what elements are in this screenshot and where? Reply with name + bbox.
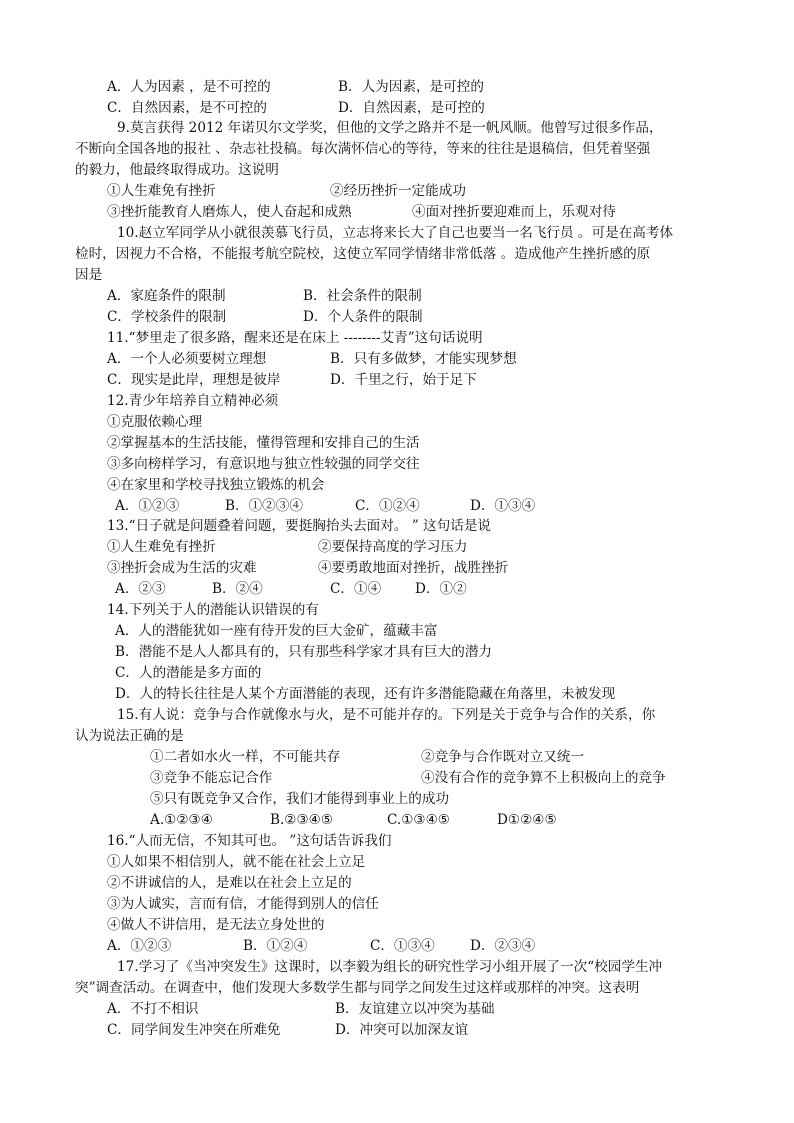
text-line: C．人的潜能是多方面的 [115,665,262,681]
option-text: C．①③④ [370,938,435,954]
option-text: A．家庭条件的限制 [107,288,226,304]
option-text: D．自然因素，是可控的 [338,100,485,116]
text-line: 因是 [75,267,103,283]
option-text: ①人生难免有挫折 [107,539,216,555]
option-text: A．②③ [115,581,166,597]
option-text: ④要勇敢地面对挫折，战胜挫折 [318,560,509,576]
option-text: D．②③④ [470,938,536,954]
option-text: D．冲突可以加深友谊 [335,1022,469,1038]
text-line: ①人如果不相信别人，就不能在社会上立足 [107,854,366,870]
option-text: A．①②③ [115,498,180,514]
option-text: B．②④ [212,581,263,597]
option-text: C．①④ [330,581,382,597]
text-line: 认为说法正确的是 [75,728,184,744]
option-text: ④没有合作的竞争算不上积极向上的竞争 [421,770,666,786]
text-line: ③多向榜样学习，有意识地与独立性较强的同学交往 [107,456,420,472]
option-text: ①二者如水火一样，不可能共存 [150,749,341,765]
text-line: 的毅力，他最终取得成功。这说明 [75,162,279,178]
option-text: B．①②③④ [225,498,303,514]
text-line: A．人的潜能犹如一座有待开发的巨大金矿，蕴藏丰富 [115,623,438,639]
text-line: 不断向全国各地的报社 、杂志社投稿。每次满怀信心的等待，等来的往往是退稿信，但凭着坚强 [75,141,651,157]
option-text: ④面对挫折要迎难而上，乐观对待 [412,204,616,220]
text-line: B．潜能不是人人都具有的，只有那些科学家才具有巨大的潜力 [115,644,493,660]
text-line: 检时，因视力不合格，不能报考航空院校，这使立军同学情绪非常低落 。造成他产生挫折感的原 [75,246,651,262]
option-text: C．学校条件的限制 [107,309,227,325]
text-line: ②不讲诚信的人，是难以在社会上立足的 [107,875,352,891]
option-text: C．现实是此岸，理想是彼岸 [107,372,281,388]
option-text: D．千里之行，始于足下 [330,372,477,388]
text-line: ②掌握基本的生活技能，懂得管理和安排自己的生活 [107,435,420,451]
option-text: B．只有多做梦，才能实现梦想 [330,351,517,367]
option-text: ③挫折会成为生活的灾难 [107,560,257,576]
text-line: 10.赵立军同学从小就很羡慕飞行员，立志将来长大了自己也要当一名飞行员 。可是在高考体 [117,225,674,241]
text-line: ③为人诚实，言而有信，才能得到别人的信任 [107,896,379,912]
option-text: C.①③④⑤ [387,812,450,828]
text-line: ④在家里和学校寻找独立锻炼的机会 [107,477,325,493]
text-line: ④做人不讲信用，是无法立身处世的 [107,917,325,933]
text-line: ①克服依赖心理 [107,414,203,430]
text-line: 突”调查活动。在调查中，他们发现大多数学生都与同学之间发生过这样或那样的冲突。这表明 [75,980,640,996]
option-text: ②经历挫折一定能成功 [330,183,466,199]
text-line: ⑤只有既竞争又合作，我们才能得到事业上的成功 [150,791,450,807]
option-text: C．自然因素，是不可控的 [107,100,267,116]
option-text: ③挫折能教育人磨炼人，使人奋起和成熟 [107,204,352,220]
text-line: 16.“人而无信，不知其可也。 ”这句话告诉我们 [107,833,392,849]
option-text: D．个人条件的限制 [303,309,423,325]
text-line: 14.下列关于人的潜能认识错误的有 [107,602,319,618]
text-line: D．人的特长往往是人某个方面潜能的表现，还有许多潜能隐藏在角落里，未被发现 [115,686,616,702]
option-text: C．同学间发生冲突在所难免 [107,1022,281,1038]
text-line: 13.“日子就是问题叠着问题，要挺胸抬头去面对。 ” 这句话是说 [107,518,492,534]
text-line: 11.“梦里走了很多路，醒来还是在床上 --------艾青”这句话说明 [107,330,483,346]
text-line: 17.学习了《当冲突发生》这课时，以李毅为组长的研究性学习小组开展了一次“校园学生冲 [117,959,663,975]
option-text: ②要保持高度的学习压力 [318,539,468,555]
option-text: A．一个人必须要树立理想 [107,351,267,367]
option-text: A．人为因素 ，是不可控的 [107,79,271,95]
option-text: A．①②③ [107,938,172,954]
option-text: B．社会条件的限制 [303,288,422,304]
option-text: B.②③④⑤ [270,812,334,828]
option-text: B．①②④ [243,938,308,954]
option-text: B．人为因素，是可控的 [338,79,484,95]
option-text: D．①③④ [470,498,536,514]
option-text: ③竞争不能忘记合作 [150,770,273,786]
option-text: C．①②④ [355,498,420,514]
option-text: ①人生难免有挫折 [107,183,216,199]
option-text: B．友谊建立以冲突为基础 [335,1001,495,1017]
option-text: A.①②③④ [150,812,213,828]
option-text: ②竞争与合作既对立又统一 [421,749,585,765]
option-text: D．①② [415,581,467,597]
option-text: D①②④⑤ [497,812,557,828]
text-line: 15.有人说：竞争与合作就像水与火，是不可能并存的。下列是关于竞争与合作的关系，你 [117,707,656,723]
text-line: 12.青少年培养自立精神必须 [107,393,279,409]
option-text: A．不打不相识 [107,1001,199,1017]
text-line: 9.莫言获得 2012 年诺贝尔文学奖，但他的文学之路并不是一帆风顺。他曾写过很多作品， [117,120,663,136]
